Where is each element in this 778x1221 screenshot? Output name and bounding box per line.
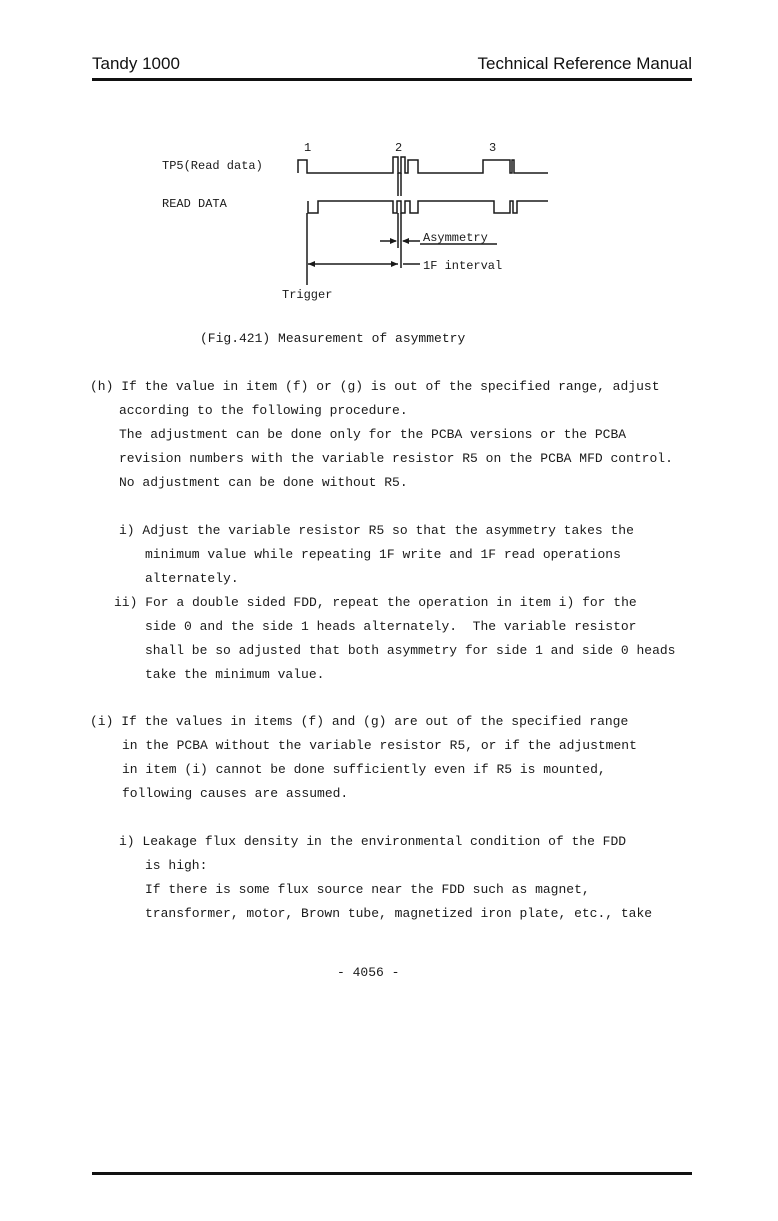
asymmetry-label: Asymmetry [423, 231, 488, 245]
marker-3: 3 [489, 141, 497, 155]
trigger-label: Trigger [282, 288, 333, 302]
page-number: - 4056 - [337, 965, 400, 980]
figure-caption: (Fig.421) Measurement of asymmetry [200, 331, 466, 346]
para-h-line-1: (h) If the value in item (f) or (g) is out of the specified range, adjust [90, 379, 660, 394]
para-h-ii-line-4: take the minimum value. [145, 667, 325, 682]
para-i-line-4: following causes are assumed. [122, 786, 349, 801]
para-h-line-2: according to the following procedure. [119, 403, 408, 418]
para-h-line-4: revision numbers with the variable resistor R5 on the PCBA MFD control. [119, 451, 673, 466]
read-data-waveform [308, 201, 548, 213]
para-h-i-line-2: minimum value while repeating 1F write and 1F read operations [145, 547, 621, 562]
para-h-i-line-3: alternately. [145, 571, 239, 586]
para-h-ii-line-3: shall be so adjusted that both asymmetry for side 1 and side 0 heads [145, 643, 676, 658]
para-h-line-3: The adjustment can be done only for the PCBA versions or the PCBA [119, 427, 627, 442]
read-data-label: READ DATA [162, 197, 227, 211]
para-i-i-line-1: i) Leakage flux density in the environmental condition of the FDD [119, 834, 627, 849]
para-i-i-line-4: transformer, motor, Brown tube, magnetized iron plate, etc., take [145, 906, 653, 921]
para-h-i-line-1: i) Adjust the variable resistor R5 so that the asymmetry takes the [119, 523, 634, 538]
para-h-ii-line-1: ii) For a double sided FDD, repeat the operation in item i) for the [114, 595, 637, 610]
para-h-line-5: No adjustment can be done without R5. [119, 475, 408, 490]
tp5-waveform [298, 157, 548, 173]
tp5-label: TP5(Read data) [162, 159, 263, 173]
para-h-ii-line-2: side 0 and the side 1 heads alternately. The variable resistor [145, 619, 637, 634]
header-title: Tandy 1000 [92, 54, 180, 73]
para-i-i-line-2: is high: [145, 858, 208, 873]
marker-2: 2 [395, 141, 403, 155]
para-i-i-line-3: If there is some flux source near the FDD such as magnet, [145, 882, 590, 897]
marker-1: 1 [304, 141, 312, 155]
para-i-line-2: in the PCBA without the variable resistor R5, or if the adjustment [122, 738, 637, 753]
footer-rule [92, 1172, 692, 1175]
header-manual-name: Technical Reference Manual [477, 54, 692, 73]
para-i-line-1: (i) If the values in items (f) and (g) are out of the specified range [90, 714, 629, 729]
timing-diagram [0, 0, 778, 320]
para-i-line-3: in item (i) cannot be done sufficiently even if R5 is mounted, [122, 762, 606, 777]
interval-label: 1F interval [423, 259, 503, 273]
